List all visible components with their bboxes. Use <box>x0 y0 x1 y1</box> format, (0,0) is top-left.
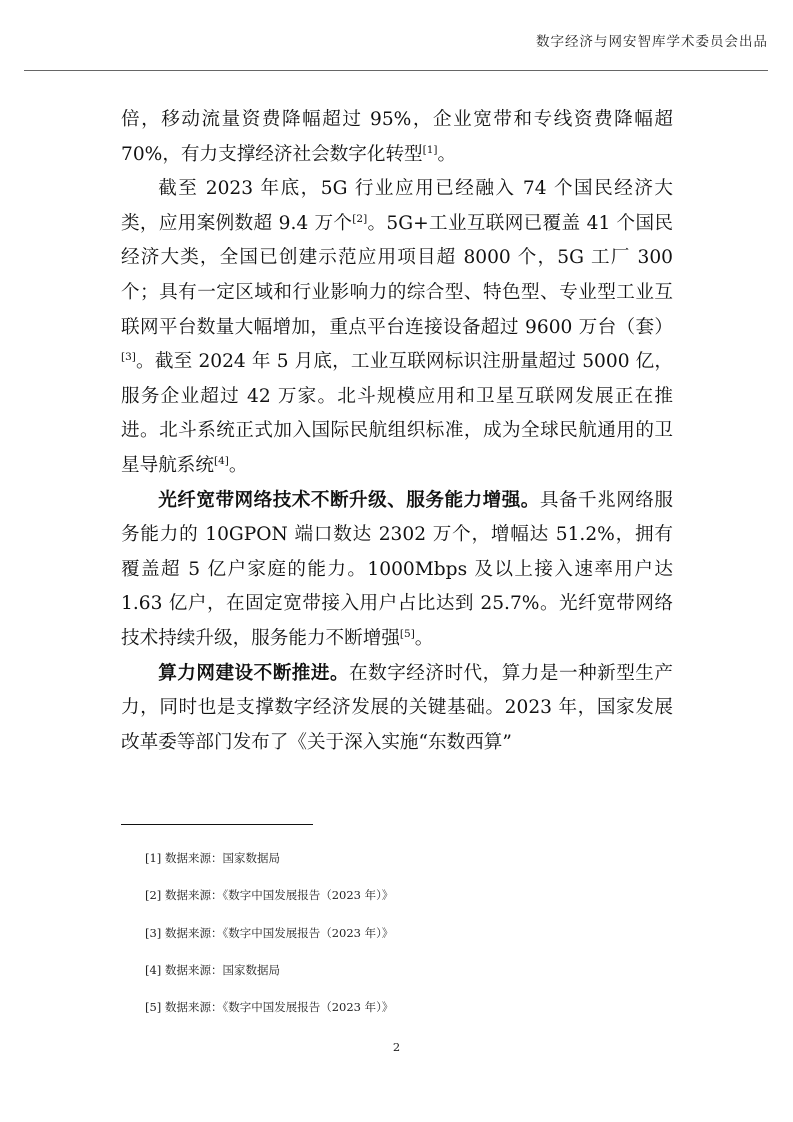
paragraph-lead: 光纤宽带网络技术不断升级、服务能力增强。 <box>158 489 540 511</box>
footnote-3: [3] 数据来源：《数字中国发展报告（2023 年）》 <box>145 925 394 940</box>
paragraph-lead: 算力网建设不断推进。 <box>158 662 350 684</box>
paragraph-2 <box>121 172 673 483</box>
paragraph-end: 。 <box>414 627 434 649</box>
footnote-ref: [1] <box>422 143 438 156</box>
page-header: 数字经济与网安智库学术委员会出品 <box>536 34 768 50</box>
footnote-1: [1] 数据来源：国家数据局 <box>145 851 280 865</box>
page-number: 2 <box>392 1040 401 1054</box>
paragraph-1 <box>121 103 673 172</box>
footnote-divider <box>121 824 313 825</box>
footnote-5: [5] 数据来源：《数字中国发展报告（2023 年）》 <box>145 1000 394 1015</box>
paragraph-text: 。5G+工业互联网已覆盖 41 个国民经济大类，全国已创建示范应用项目超 8000 个，5G 工厂 300 个；具有一定区域和行业影响力的综合型、特色型、专业型工业互联网平台数量大幅增加，重点平台连接设备超过 9600 万台（套） <box>121 212 673 338</box>
footnote-ref: [4] <box>213 454 229 467</box>
footnote-4: [4] 数据来源：国家数据局 <box>145 962 280 977</box>
paragraph-end: 。 <box>437 143 457 165</box>
footnote-ref: [2] <box>352 212 368 225</box>
paragraph-3 <box>121 484 673 657</box>
footnote-ref: [5] <box>399 627 415 640</box>
paragraph-4 <box>121 657 673 761</box>
paragraph-text: 截至 2023 年底，5G 行业应用已经融入 74 个国民经济大类，应用案例数超 9.4 万个 <box>121 178 673 234</box>
footnote-ref: [3] <box>121 350 136 363</box>
paragraph-text: 倍，移动流量资费降幅超过 95%，企业宽带和专线资费降幅超 70%，有力支撑经济社会数字化转型 <box>121 109 673 165</box>
paragraph-text: 在数字经济时代，算力是一种新型生产力，同时也是支撑数字经济发展的关键基础。2023 年，国家发展改革委等部门发布了《关于深入实施“东数西算” <box>121 662 673 753</box>
header-divider <box>24 70 768 71</box>
body-text <box>121 103 673 760</box>
paragraph-text: 。截至 2024 年 5 月底，工业互联网标识注册量超过 5000 亿，服务企业超过 42 万家。北斗规模应用和卫星互联网发展正在推进。北斗系统正式加入国际民航组织标准，成为全球民航通用的卫星导航系统 <box>121 351 673 476</box>
paragraph-end: 。 <box>228 454 248 476</box>
footnotes <box>145 851 393 1037</box>
footnote-2: [2] 数据来源：《数字中国发展报告（2023 年）》 <box>145 888 394 903</box>
paragraph-text: 具备千兆网络服务能力的 10GPON 端口数达 2302 万个，增幅达 51.2%，拥有覆盖超 5 亿户家庭的能力。1000Mbps 及以上接入速率用户达 1.63 亿户，在固定宽带接入用户占比达到 25.7%。光纤宽带网络技术持续升级，服务能力不断增强 <box>121 489 673 649</box>
